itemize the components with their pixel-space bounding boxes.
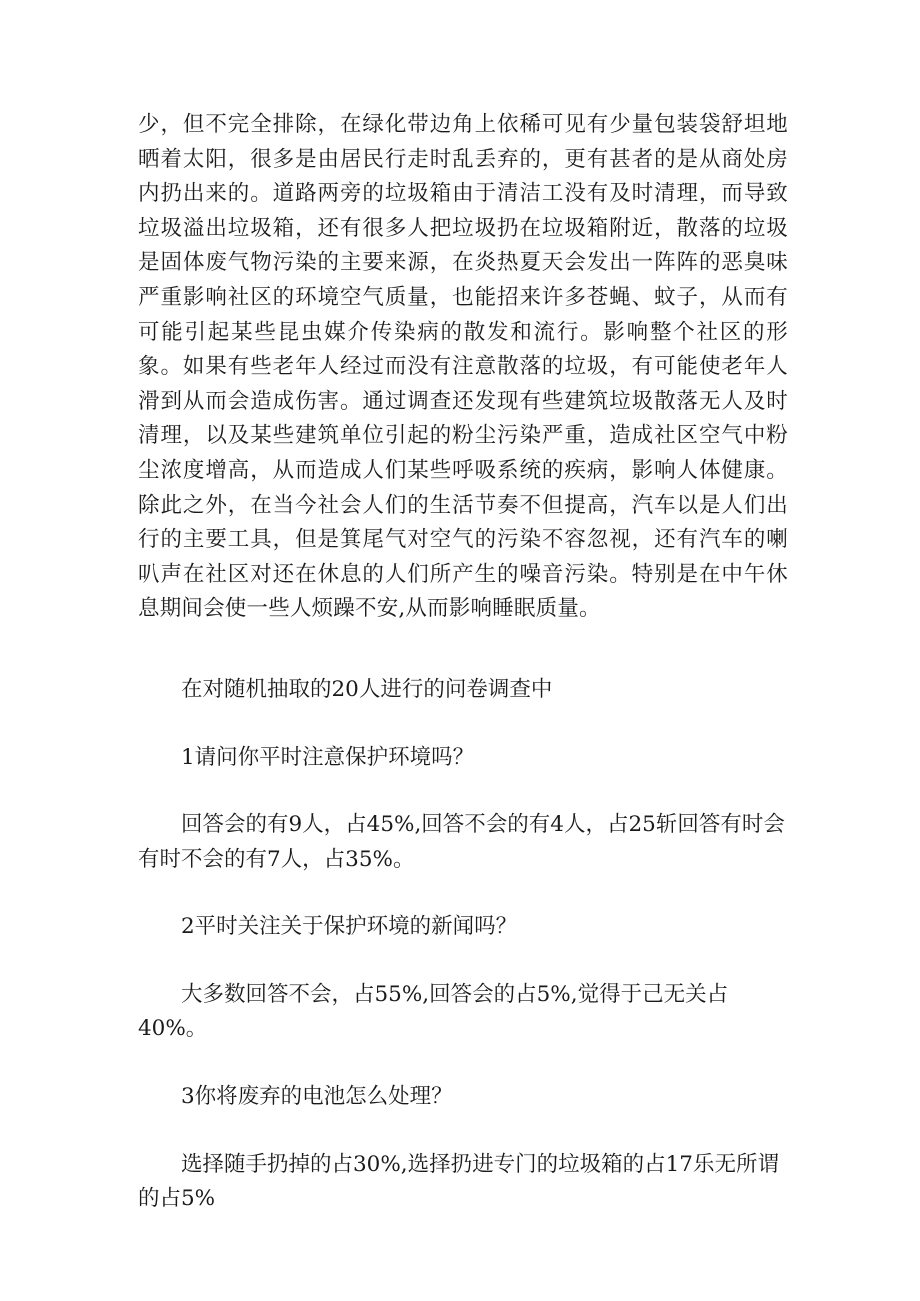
question-1: 1请问你平时注意保护环境吗？ (181, 744, 475, 770)
paragraph-spacer (138, 775, 788, 808)
answer-3: 选择随手扔掉的占30%,选择扔进专门的垃圾箱的占17乐无所谓的占5% (138, 1151, 779, 1212)
question-3: 3你将废弃的电池怎么处理？ (181, 1084, 453, 1110)
paragraph-spacer (138, 1047, 788, 1080)
document-body (138, 108, 788, 1217)
question-2: 2平时关注关于保护环境的新闻吗？ (181, 914, 518, 940)
paragraph-spacer (138, 627, 788, 673)
survey-intro: 在对随机抽取的20人进行的问卷调查中 (181, 676, 553, 702)
main-paragraph: 少，但不完全排除，在绿化带边角上依稀可见有少量包装袋舒坦地晒着太阳，很多是由居民行走时乱丢弃的，更有甚者的是从商处房内扔出来的。道路两旁的垃圾箱由于清洁工没有及时清理，而导致垃圾溢出垃圾箱，还有很多人把垃圾扔在垃圾箱附近，散落的垃圾是固体废气物污染的主要来源，在炎热夏天会发出一阵阵的恶臭味严重影响社区的环境空气质量，也能招来许多苍蝇、蚊子，从而有可能引起某些昆虫媒介传染病的散发和流行。影响整个社区的形象。如果有些老年人经过而没有注意散落的垃圾，有可能使老年人滑到从而会造成伤害。通过调查还发现有些建筑垃圾散落无人及时清理，以及某些建筑单位引起的粉尘污染严重，造成社区空气中粉尘浓度增高，从而造成人们某些呼吸系统的疾病，影响人体健康。除此之外，在当今社会人们的生活节奏不但提高，汽车以是人们出行的主要工具，但是箕尾气对空气的污染不容忽视，还有汽车的喇叭声在社区对还在休息的人们所产生的噪音污染。特别是在中午休息期间会使一些人烦躁不安,从而影响睡眠质量。 (138, 112, 788, 622)
answer-2: 大多数回答不会，占55%,回答会的占5%,觉得于己无关占40%。 (138, 981, 729, 1042)
paragraph-spacer (138, 708, 788, 741)
paragraph-spacer (138, 1115, 788, 1148)
answer-1: 回答会的有9人，占45%,回答不会的有4人，占25斩回答有时会有时不会的有7人，占35%。 (138, 812, 785, 872)
paragraph-spacer (138, 945, 788, 978)
paragraph-spacer (138, 877, 788, 910)
